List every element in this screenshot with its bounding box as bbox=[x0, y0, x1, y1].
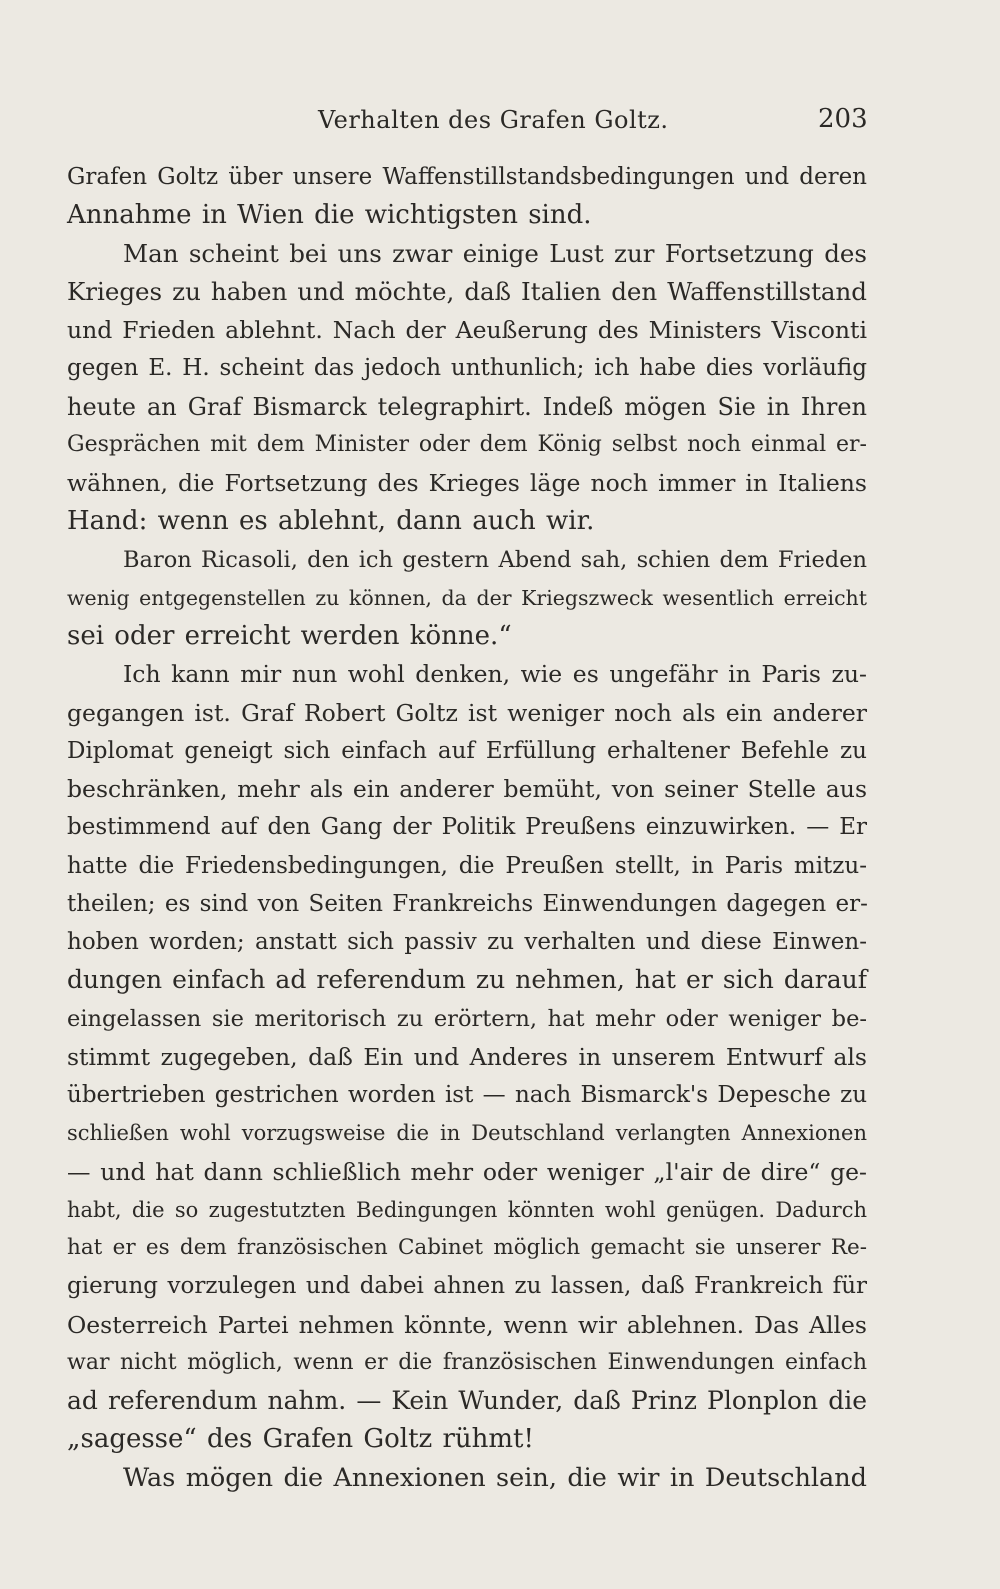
text-line: theilen; es sind von Seiten Frankreichs Einwendungen dagegen er- bbox=[67, 890, 868, 917]
text-line: eingelassen sie meritorisch zu erörtern, hat mehr oder weniger be- bbox=[67, 1005, 867, 1032]
text-line: hat er es dem französischen Cabinet möglich gemacht sie unserer Re- bbox=[67, 1235, 867, 1260]
text-line: „sagesse“ des Grafen Goltz rühmt! bbox=[67, 1424, 534, 1455]
text-line: wähnen, die Fortsetzung des Krieges läge noch immer in Italiens bbox=[67, 469, 867, 497]
text-line: Annahme in Wien die wichtigsten sind. bbox=[67, 200, 592, 231]
text-line: — und hat dann schließlich mehr oder weniger „l'air de dire“ ge- bbox=[67, 1157, 867, 1186]
text-line: bestimmend auf den Gang der Politik Preußens einzuwirken. — Er bbox=[67, 814, 867, 841]
text-line: habt, die so zugestutzten Bedingungen könnten wohl genügen. Dadurch bbox=[67, 1197, 867, 1222]
text-line: wenig entgegenstellen zu können, da der Kriegszweck wesentlich erreicht bbox=[67, 585, 867, 610]
text-line: Grafen Goltz über unsere Waffenstillstandsbedingungen und deren bbox=[67, 164, 867, 190]
text-line: gierung vorzulegen und dabei ahnen zu lassen, daß Frankreich für bbox=[67, 1273, 867, 1300]
text-line: gegangen ist. Graf Robert Goltz ist weniger noch als ein anderer bbox=[67, 698, 867, 727]
body-text bbox=[67, 158, 867, 1497]
text-line: Hand: wenn es ablehnt, dann auch wir. bbox=[67, 506, 595, 537]
text-line: Oesterreich Partei nehmen könnte, wenn wir ablehnen. Das Alles bbox=[67, 1310, 867, 1339]
text-line: beschränken, mehr als ein anderer bemüht, von seiner Stelle aus bbox=[67, 775, 867, 803]
text-line: heute an Graf Bismarck telegraphirt. Indeß mögen Sie in Ihren bbox=[67, 392, 867, 421]
text-line: gegen E. H. scheint das jedoch unthunlich; ich habe dies vorläufig bbox=[67, 355, 867, 382]
running-title: Verhalten des Grafen Goltz. bbox=[318, 106, 669, 134]
page-number: 203 bbox=[818, 104, 868, 134]
text-line: Was mögen die Annexionen sein, die wir in Deutschland bbox=[123, 1462, 867, 1493]
text-line: dungen einfach ad referendum zu nehmen, hat er sich darauf bbox=[67, 965, 867, 995]
text-line: übertrieben gestrichen worden ist — nach Bismarck's Depesche zu bbox=[67, 1082, 868, 1108]
text-line: hoben worden; anstatt sich passiv zu verhalten und diese Einwen- bbox=[67, 929, 867, 955]
text-line: Man scheint bei uns zwar einige Lust zur Fortsetzung des bbox=[123, 238, 867, 268]
text-line: hatte die Friedensbedingungen, die Preußen stellt, in Paris mitzu- bbox=[67, 852, 867, 879]
text-line: stimmt zugegeben, daß Ein und Anderes in unserem Entwurf als bbox=[67, 1042, 867, 1071]
text-line: Gesprächen mit dem Minister oder dem König selbst noch einmal er- bbox=[67, 431, 867, 457]
text-line: schließen wohl vorzugsweise die in Deutschland verlangten Annexionen bbox=[67, 1121, 867, 1146]
text-line: ad referendum nahm. — Kein Wunder, daß Prinz Plonplon die bbox=[67, 1386, 867, 1415]
text-line: Krieges zu haben und möchte, daß Italien den Waffenstillstand bbox=[67, 276, 867, 306]
text-line: war nicht möglich, wenn er die französischen Einwendungen einfach bbox=[67, 1349, 867, 1375]
text-line: Baron Ricasoli, den ich gestern Abend sah, schien dem Frieden bbox=[123, 546, 867, 573]
text-line: sei oder erreicht werden könne.“ bbox=[67, 621, 512, 651]
text-line: Ich kann mir nun wohl denken, wie es ungefähr in Paris zu- bbox=[123, 660, 867, 689]
text-line: und Frieden ablehnt. Nach der Aeußerung des Ministers Visconti bbox=[67, 316, 867, 344]
text-line: Diplomat geneigt sich einfach auf Erfüllung erhaltener Befehle zu bbox=[67, 737, 867, 764]
